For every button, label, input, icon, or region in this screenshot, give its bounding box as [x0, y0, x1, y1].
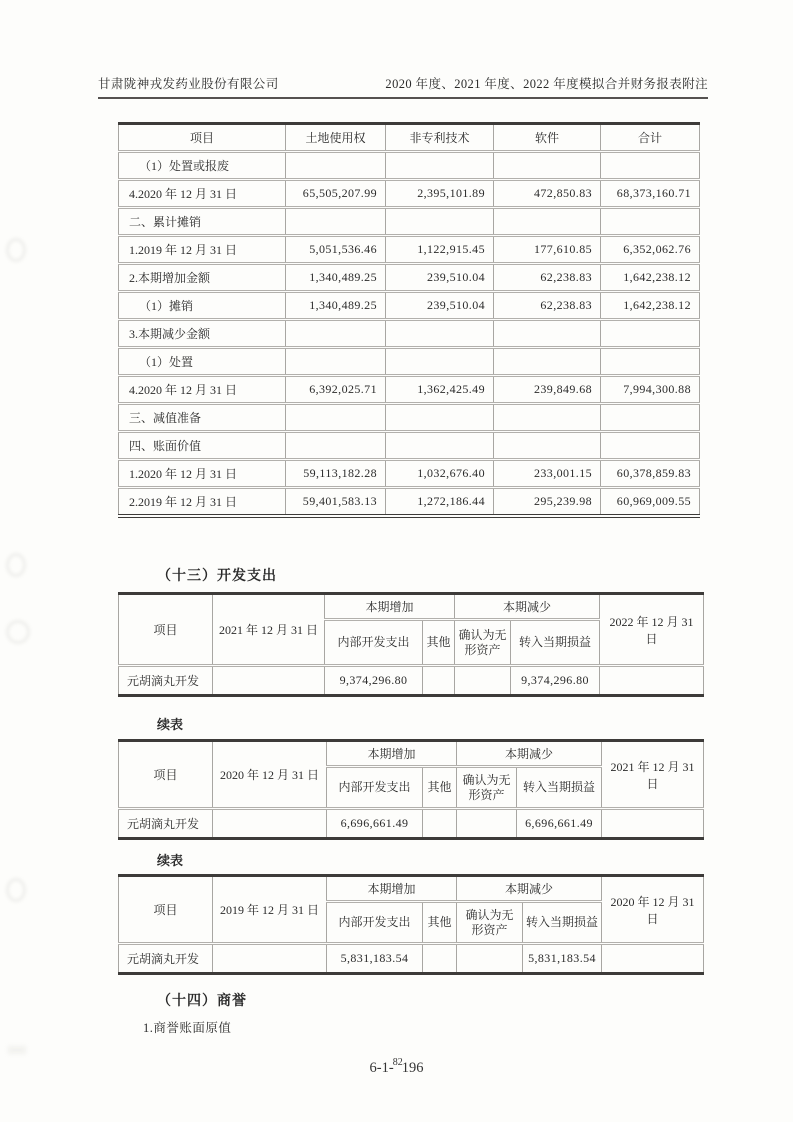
cell-value: 1,340,489.25: [286, 292, 386, 320]
cell-value: [423, 809, 457, 839]
cell-value: 239,510.04: [386, 292, 494, 320]
column-header: 合计: [601, 124, 700, 152]
cell-value: 6,352,062.76: [601, 236, 700, 264]
cell-value: [455, 666, 511, 696]
column-header: 项目: [119, 594, 213, 666]
cell-value: 239,849.68: [494, 376, 601, 404]
table-row: [119, 488, 700, 516]
cell-value: 62,238.83: [494, 264, 601, 292]
cell-value: 1,362,425.49: [386, 376, 494, 404]
cell-value: [494, 320, 601, 348]
row-label: 2.2019 年 12 月 31 日: [119, 488, 286, 516]
section-14-heading: （十四）商誉: [157, 994, 247, 1009]
cell-value: [601, 152, 700, 180]
cell-value: [386, 432, 494, 460]
table-row: [119, 944, 704, 974]
cell-value: 9,374,296.80: [511, 666, 600, 696]
cell-value: [601, 208, 700, 236]
scan-artifact: [8, 1046, 26, 1054]
cell-value: [494, 152, 601, 180]
column-header: 软件: [494, 124, 601, 152]
continuation-label: 续表: [157, 853, 184, 868]
cell-value: 65,505,207.99: [286, 180, 386, 208]
dev-expenditure-table-2020: [118, 874, 704, 975]
table-row: [119, 320, 700, 348]
cell-value: [386, 208, 494, 236]
cell-value: [423, 944, 457, 974]
cell-value: 1,642,238.12: [601, 292, 700, 320]
page-number-prefix: 6-1-: [369, 1059, 394, 1076]
table-row: [119, 292, 700, 320]
column-header: 项目: [119, 876, 213, 944]
cell-value: 62,238.83: [494, 292, 601, 320]
table-row: [119, 460, 700, 488]
row-label: 3.本期减少金额: [119, 320, 286, 348]
cell-value: [457, 809, 517, 839]
cell-value: [601, 432, 700, 460]
column-header: 确认为无形资产: [457, 767, 517, 809]
cell-value: 59,113,182.28: [286, 460, 386, 488]
column-header: 2022 年 12 月 31 日: [600, 594, 704, 666]
page-footer: [0, 1058, 793, 1077]
column-group-header: 本期增加: [327, 876, 457, 902]
page-header: [98, 74, 708, 99]
cell-value: [601, 404, 700, 432]
cell-value: [600, 666, 704, 696]
cell-value: 1,032,676.40: [386, 460, 494, 488]
column-group-header: 本期减少: [455, 594, 600, 620]
cell-value: [494, 208, 601, 236]
cell-value: 5,831,183.54: [523, 944, 602, 974]
cell-value: 60,969,009.55: [601, 488, 700, 516]
column-group-header: 本期增加: [325, 594, 455, 620]
row-label: 4.2020 年 12 月 31 日: [119, 376, 286, 404]
header-row: [119, 124, 700, 152]
column-header: 2021 年 12 月 31 日: [602, 741, 704, 809]
row-label: （1）处置: [119, 348, 286, 376]
row-label: 4.2020 年 12 月 31 日: [119, 180, 286, 208]
cell-value: [286, 320, 386, 348]
row-label: （1）摊销: [119, 292, 286, 320]
column-group-header: 本期减少: [457, 741, 602, 767]
cell-value: 59,401,583.13: [286, 488, 386, 516]
row-label: 二、累计摊销: [119, 208, 286, 236]
cell-value: 1,122,915.45: [386, 236, 494, 264]
cell-value: [213, 944, 327, 974]
cell-value: 7,994,300.88: [601, 376, 700, 404]
column-header: 内部开发支出: [327, 767, 423, 809]
cell-value: 177,610.85: [494, 236, 601, 264]
column-header: 项目: [119, 124, 286, 152]
cell-value: 6,392,025.71: [286, 376, 386, 404]
cell-value: 233,001.15: [494, 460, 601, 488]
scan-artifact: [6, 553, 26, 577]
column-header: 确认为无形资产: [455, 620, 511, 666]
cell-value: [386, 320, 494, 348]
column-header: 2019 年 12 月 31 日: [213, 876, 327, 944]
column-header: 内部开发支出: [327, 902, 423, 944]
scan-artifact: [6, 620, 30, 644]
section-14-item-1: 1.商誉账面原值: [143, 1021, 232, 1035]
cell-value: [286, 208, 386, 236]
header-row: [119, 594, 704, 620]
cell-value: 2,395,101.89: [386, 180, 494, 208]
page-number-suffix: 196: [401, 1059, 424, 1076]
table-row: [119, 348, 700, 376]
cell-value: [386, 152, 494, 180]
dev-expenditure-table-2022: [118, 592, 704, 697]
table-row: [119, 404, 700, 432]
cell-value: [601, 348, 700, 376]
column-header: 内部开发支出: [325, 620, 423, 666]
column-group-header: 本期减少: [457, 876, 602, 902]
cell-value: [602, 809, 704, 839]
column-header: 其他: [423, 620, 455, 666]
cell-value: 1,340,489.25: [286, 264, 386, 292]
table-row: [119, 236, 700, 264]
cell-value: [286, 152, 386, 180]
table-row: [119, 180, 700, 208]
table-row: [119, 152, 700, 180]
cell-value: [286, 404, 386, 432]
scan-artifact: [6, 878, 26, 902]
column-header: 转入当期损益: [517, 767, 602, 809]
row-label: 元胡滴丸开发: [119, 666, 213, 696]
cell-value: [494, 404, 601, 432]
cell-value: 1,272,186.44: [386, 488, 494, 516]
cell-value: 5,831,183.54: [327, 944, 423, 974]
row-label: 三、减值准备: [119, 404, 286, 432]
header-row: [119, 741, 704, 767]
dev-expenditure-table-2021: [118, 739, 704, 840]
header-row: [119, 876, 704, 902]
cell-value: [386, 404, 494, 432]
stamp-number: 82: [392, 1057, 403, 1068]
column-header: 2020 年 12 月 31 日: [602, 876, 704, 944]
cell-value: 5,051,536.46: [286, 236, 386, 264]
row-label: 四、账面价值: [119, 432, 286, 460]
column-group-header: 本期增加: [327, 741, 457, 767]
cell-value: 239,510.04: [386, 264, 494, 292]
table-row: [119, 666, 704, 696]
table-row: [119, 264, 700, 292]
cell-value: 6,696,661.49: [517, 809, 602, 839]
row-label: （1）处置或报废: [119, 152, 286, 180]
cell-value: [286, 432, 386, 460]
column-header: 其他: [423, 902, 457, 944]
row-label: 元胡滴丸开发: [119, 809, 213, 839]
company-name: 甘肃陇神戎发药业股份有限公司: [98, 77, 279, 91]
cell-value: [602, 944, 704, 974]
cell-value: 68,373,160.71: [601, 180, 700, 208]
cell-value: [457, 944, 523, 974]
cell-value: 9,374,296.80: [325, 666, 423, 696]
scan-artifact: [6, 238, 26, 262]
report-title: 2020 年度、2021 年度、2022 年度模拟合并财务报表附注: [385, 77, 708, 91]
table-row: [119, 809, 704, 839]
intangible-assets-table: [118, 122, 700, 518]
table-row: [119, 208, 700, 236]
cell-value: [386, 348, 494, 376]
cell-value: [286, 348, 386, 376]
column-header: 其他: [423, 767, 457, 809]
section-13-heading: （十三）开发支出: [157, 569, 277, 584]
row-label: 1.2019 年 12 月 31 日: [119, 236, 286, 264]
cell-value: 1,642,238.12: [601, 264, 700, 292]
table-row: [119, 432, 700, 460]
table-row: [119, 376, 700, 404]
cell-value: 6,696,661.49: [327, 809, 423, 839]
column-header: 非专利技术: [386, 124, 494, 152]
cell-value: [213, 809, 327, 839]
row-label: 元胡滴丸开发: [119, 944, 213, 974]
column-header: 确认为无形资产: [457, 902, 523, 944]
column-header: 转入当期损益: [511, 620, 600, 666]
cell-value: 60,378,859.83: [601, 460, 700, 488]
cell-value: 295,239.98: [494, 488, 601, 516]
continuation-label: 续表: [157, 717, 184, 732]
column-header: 2021 年 12 月 31 日: [213, 594, 325, 666]
cell-value: [213, 666, 325, 696]
column-header: 土地使用权: [286, 124, 386, 152]
column-header: 转入当期损益: [523, 902, 602, 944]
cell-value: [601, 320, 700, 348]
row-label: 2.本期增加金额: [119, 264, 286, 292]
column-header: 项目: [119, 741, 213, 809]
cell-value: [494, 432, 601, 460]
cell-value: [494, 348, 601, 376]
row-label: 1.2020 年 12 月 31 日: [119, 460, 286, 488]
cell-value: 472,850.83: [494, 180, 601, 208]
cell-value: [423, 666, 455, 696]
column-header: 2020 年 12 月 31 日: [213, 741, 327, 809]
